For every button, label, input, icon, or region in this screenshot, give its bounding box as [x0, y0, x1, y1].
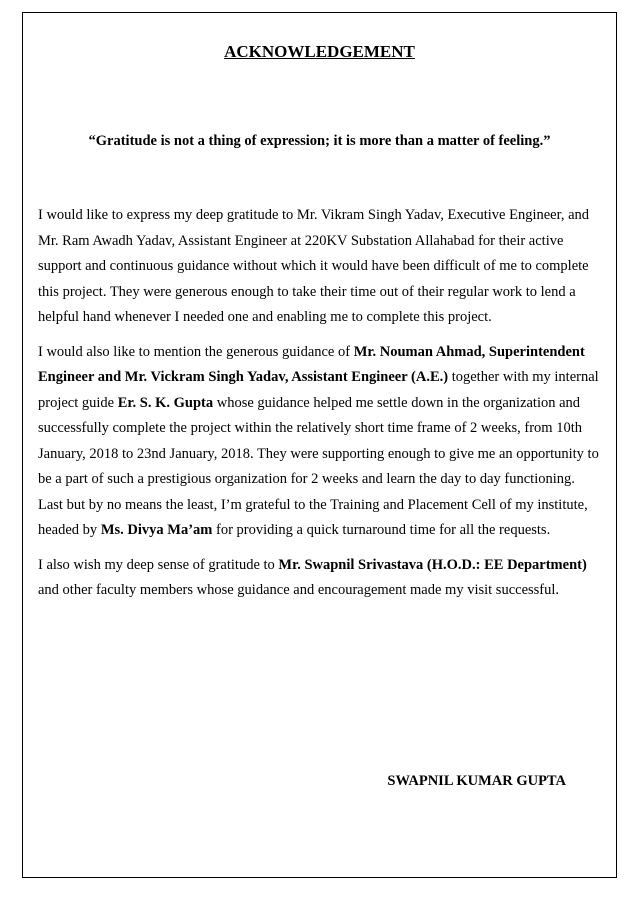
paragraph-3 [38, 493, 603, 544]
paragraph-2 [38, 340, 603, 493]
document-page [22, 12, 617, 878]
paragraph-2-text-1: I would also like to mention the generous guidance of [38, 343, 354, 360]
paragraph-4-text-2: and other faculty members whose guidance and encouragement made my visit successful. [38, 582, 560, 598]
paragraph-3-text-1: Last but by no means the least, I’m grateful to the Training and Placement Cell of my institute, headed by [38, 496, 588, 538]
paragraph-4-bold-1: Mr. Swapnil Srivastava (H.O.D.: EE Department) [278, 556, 587, 573]
paragraph-3-text-2: for providing a quick turnaround time for all the requests. [212, 522, 551, 538]
paragraph-2-bold-1: Mr. Nouman Ahmad, Superintendent Engineer and Mr. Vickram Singh Yadav, Assistant Engineer (A.E.) [38, 343, 585, 385]
paragraph-4-text-1: I also wish my deep sense of gratitude to [38, 556, 279, 573]
paragraph-3-bold-1: Ms. Divya Ma’am [100, 522, 213, 538]
paragraph-2-text-2: together with my internal project guide [38, 369, 599, 411]
acknowledgement-body [38, 203, 603, 604]
paragraph-4 [38, 553, 603, 604]
page-title: ACKNOWLEDGEMENT [224, 42, 415, 61]
paragraph-2-text-3: whose guidance helped me settle down in the organization and successfully complete the project within the relatively short time frame of 2 weeks, from 10th January, 2018 to 23nd January, 2018. They were supporting enough to give me an opportunity to be a part of such a prestigious organization for 2 weeks and learn the day to day functioning. [38, 394, 599, 487]
paragraph-1: I would like to express my deep gratitude to Mr. Vikram Singh Yadav, Executive Engineer, and Mr. Ram Awadh Yadav, Assistant Engineer at 220KV Substation Allahabad for their active support and continuous guidance without which it would have been difficult of me to complete this project. They were generous enough to take their time out of their regular work to lend a helpful hand whenever I needed one and enabling me to complete this project. [38, 207, 590, 325]
signature: SWAPNIL KUMAR GUPTA [387, 773, 566, 789]
paragraph-2-bold-2: Er. S. K. Gupta [117, 394, 214, 411]
gratitude-quote: “Gratitude is not a thing of expression; it is more than a matter of feeling.” [88, 133, 551, 149]
